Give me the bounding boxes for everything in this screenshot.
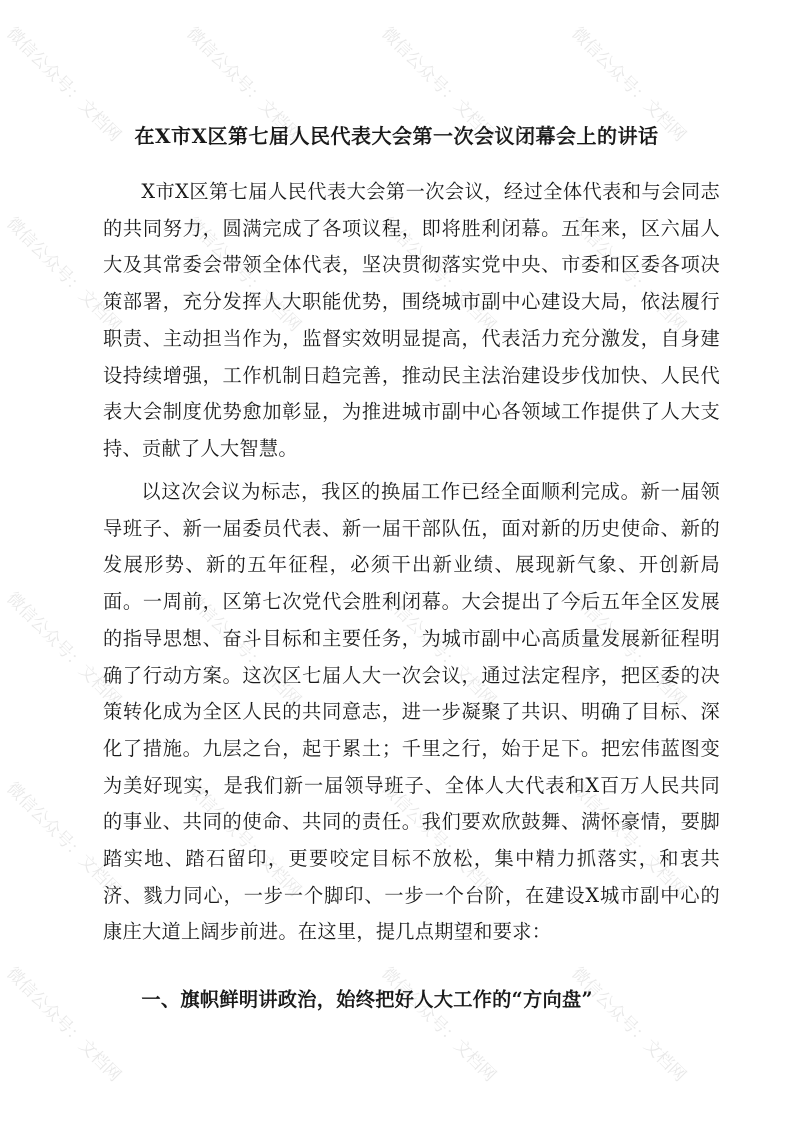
document-title: 在X市X区第七届人民代表大会第一次会议闭幕会上的讲话 — [134, 124, 659, 148]
watermark: 微信公众号：文档网 — [2, 213, 125, 336]
watermark: 微信公众号：文档网 — [567, 963, 690, 1086]
watermark: 微信公众号：文档网 — [377, 213, 500, 336]
watermark: 微信公众号：文档网 — [2, 778, 125, 901]
watermark: 微信公众号：文档网 — [182, 778, 305, 901]
watermark: 微信公众号：文档网 — [182, 213, 305, 336]
body-paragraph: X市X区第七届人民代表大会第一次会议，经过全体代表和与会同志的共同努力，圆满完成了各项议程，即将胜利闭幕。五年来，区六届人大及其常委会带领全体代表，坚决贯彻落实党中央、市委和区委各项决策部署，充分发挥人大职能优势，围绕城市副中心建设大局，依法履行职责、主动担当作为，监督实效明显提高，代表活力充分激发，自身建设持续增强，工作机制日趋完善，推动民主法治建设步伐加快、人民代表大会制度优势愈加彰显，为推进城市副中心各领域工作提供了人大支持、贡献了人大智慧。 — [103, 180, 720, 460]
watermark: 微信公众号：文档网 — [567, 23, 690, 146]
watermark: 微信公众号：文档网 — [2, 588, 125, 711]
watermark: 微信公众号：文档网 — [377, 963, 500, 1086]
watermark: 微信公众号：文档网 — [567, 588, 690, 711]
section-heading: 一、旗帜鲜明讲政治，始终把好人大工作的“方向盘” — [141, 988, 593, 1011]
watermark: 微信公众号：文档网 — [377, 778, 500, 901]
watermark: 微信公众号：文档网 — [2, 23, 125, 146]
watermark: 微信公众号：文档网 — [182, 588, 305, 711]
watermark: 微信公众号：文档网 — [567, 778, 690, 901]
watermark: 微信公众号：文档网 — [2, 963, 125, 1086]
body-paragraph: 以这次会议为标志，我区的换届工作已经全面顺利完成。新一届领导班子、新一届委员代表、新一届干部队伍，面对新的历史使命、新的发展形势、新的五年征程，必须干出新业绩、展现新气象、开创新局面。一周前，区第七次党代会胜利闭幕。大会提出了今后五年全区发展的指导思想、奋斗目标和主要任务，为城市副中心高质量发展新征程明确了行动方案。这次区七届人大一次会议，通过法定程序，把区委的决策转化成为全区人民的共同意志，进一步凝聚了共识、明确了目标、深化了措施。九层之台，起于累土；千里之行，始于足下。把宏伟蓝图变为美好现实，是我们新一届领导班子、全体人大代表和X百万人民共同的事业、共同的使命、共同的责任。我们要欢欣鼓舞、满怀豪情，要脚踏实地、踏石留印，更要咬定目标不放松，集中精力抓落实，和衷共济、戮力同心，一步一个脚印、一步一个台阶，在建设X城市副中心的康庄大道上阔步前进。在这里，提几点期望和要求： — [103, 480, 720, 944]
watermark: 微信公众号：文档网 — [377, 23, 500, 146]
watermark: 微信公众号：文档网 — [567, 213, 690, 336]
watermark: 微信公众号：文档网 — [182, 23, 305, 146]
watermark: 微信公众号：文档网 — [377, 588, 500, 711]
